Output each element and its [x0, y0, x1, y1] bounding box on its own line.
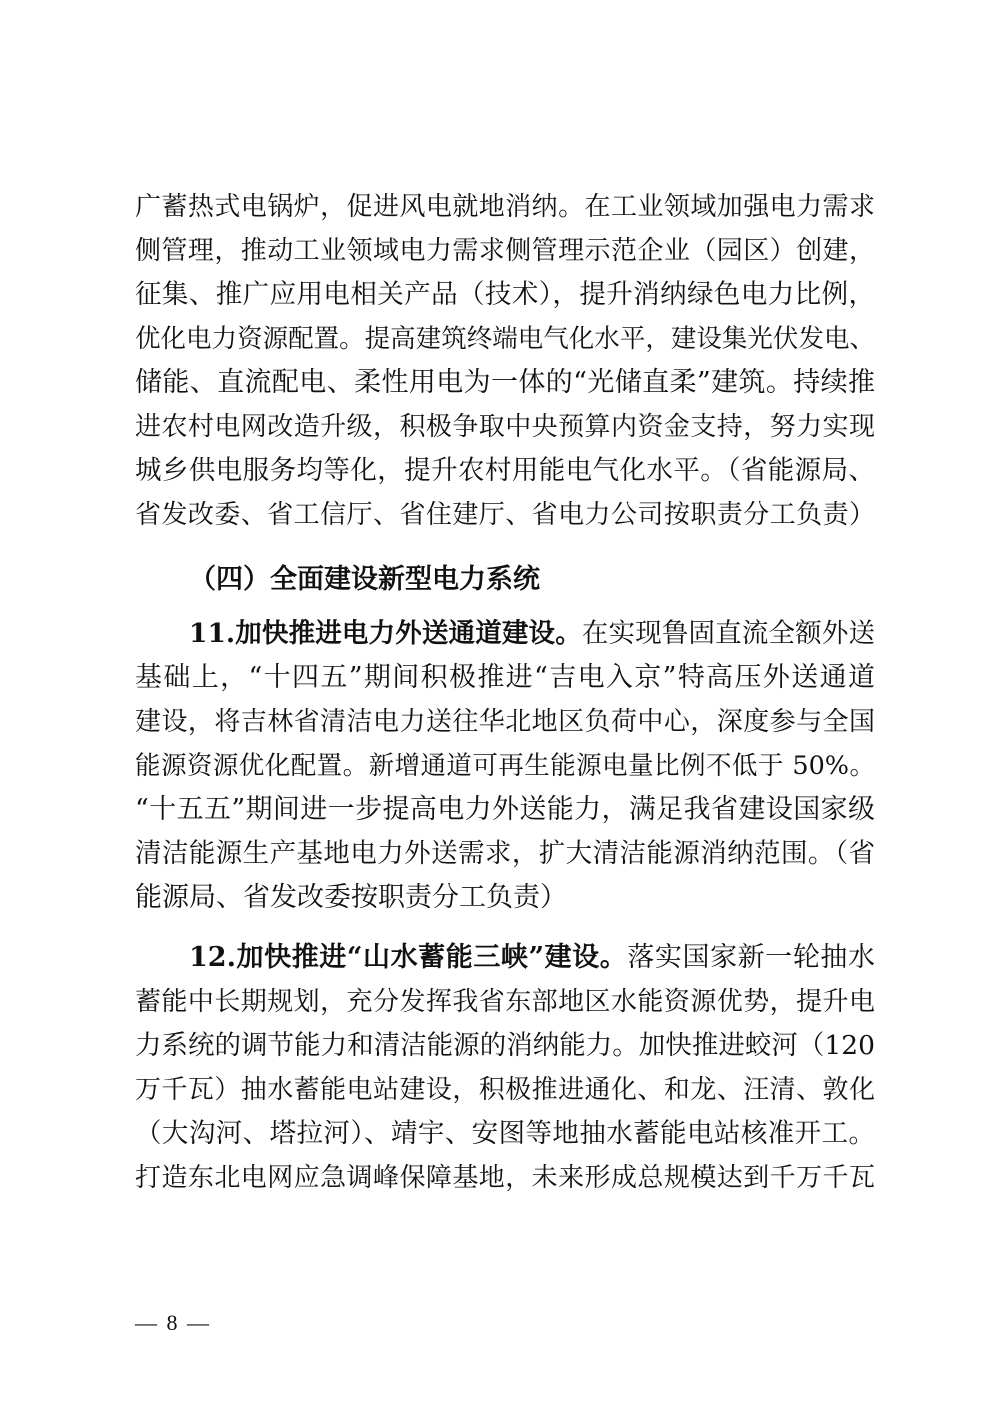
paragraph-line — [135, 1156, 875, 1200]
paragraph-line — [135, 876, 875, 920]
line-text: 在实现鲁固直流全额外送 — [581, 618, 875, 649]
line-text: 优化电力资源配置。提高建筑终端电气化水平，建设集光伏发电、 — [135, 324, 875, 354]
line-text: 能源局、省发改委按职责分工负责） — [135, 882, 567, 913]
line-text: 进农村电网改造升级，积极争取中央预算内资金支持，努力实现 — [135, 412, 875, 442]
section-heading — [189, 558, 875, 602]
item-heading-12: 12.加快推进“山水蓄能三峡”建设。 — [189, 942, 628, 973]
line-text: 蓄能中长期规划，充分发挥我省东部地区水能资源优势，提升电 — [135, 987, 875, 1017]
line-text: 能源资源优化配置。新增通道可再生能源电量比例不低于 50%。 — [135, 751, 875, 781]
line-text: 省发改委、省工信厅、省住建厅、省电力公司按职责分工负责） — [135, 500, 875, 530]
paragraph-line — [135, 832, 875, 876]
line-text: 广蓄热式电锅炉，促进风电就地消纳。在工业领域加强电力需求 — [135, 192, 875, 222]
line-text: 万千瓦）抽水蓄能电站建设，积极推进通化、和龙、汪清、敦化 — [135, 1075, 875, 1105]
paragraph-line — [135, 1024, 875, 1068]
item-heading-11: 11.加快推进电力外送通道建设。 — [189, 618, 582, 649]
paragraph-line — [135, 744, 875, 788]
paragraph-line — [135, 1068, 875, 1112]
paragraph-line — [135, 185, 875, 229]
paragraph-line — [135, 449, 875, 493]
line-text: 储能、直流配电、柔性用电为一体的“光储直柔”建筑。持续推 — [135, 367, 875, 398]
paragraph-line — [135, 361, 875, 405]
paragraph-line — [189, 936, 875, 980]
paragraph-line — [135, 788, 875, 832]
line-text: 落实国家新一轮抽水 — [627, 942, 875, 973]
line-text: 力系统的调节能力和清洁能源的消纳能力。加快推进蛟河（120 — [135, 1030, 875, 1061]
line-text: “十五五”期间进一步提高电力外送能力，满足我省建设国家级 — [135, 794, 875, 825]
line-text: 城乡供电服务均等化，提升农村用能电气化水平。（省能源局、 — [135, 455, 875, 486]
line-text: 征集、推广应用电相关产品（技术），提升消纳绿色电力比例， — [135, 279, 875, 310]
paragraph-line — [135, 980, 875, 1024]
line-text: （大沟河、塔拉河）、靖宇、安图等地抽水蓄能电站核准开工。 — [135, 1118, 875, 1149]
page-number: — 8 — — [135, 1310, 211, 1335]
line-text: 基础上，“十四五”期间积极推进“吉电入京”特高压外送通道 — [135, 662, 875, 693]
paragraph-line — [135, 405, 875, 449]
paragraph-line — [135, 656, 875, 700]
paragraph-line — [135, 273, 875, 317]
paragraph-line — [135, 1112, 875, 1156]
line-text: 侧管理，推动工业领域电力需求侧管理示范企业（园区）创建， — [135, 236, 875, 266]
line-text: 清洁能源生产基地电力外送需求，扩大清洁能源消纳范围。（省 — [135, 838, 875, 869]
paragraph-line — [135, 493, 875, 537]
line-text: 建设，将吉林省清洁电力送往华北地区负荷中心，深度参与全国 — [135, 707, 875, 737]
paragraph-line — [135, 317, 875, 361]
paragraph-line — [189, 612, 875, 656]
paragraph-line — [135, 700, 875, 744]
section-heading-text: （四）全面建设新型电力系统 — [189, 564, 540, 595]
paragraph-line — [135, 229, 875, 273]
line-text: 打造东北电网应急调峰保障基地，未来形成总规模达到千万千瓦 — [135, 1163, 875, 1193]
